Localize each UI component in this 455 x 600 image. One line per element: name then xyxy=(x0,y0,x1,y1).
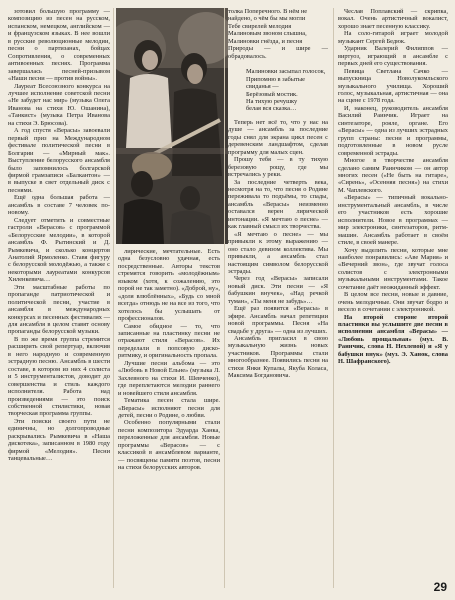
text-column-3 xyxy=(228,8,328,586)
intro-line: Малиновки гнёзда, и песня xyxy=(228,37,303,45)
paragraph: «Верасы» — типичный вокально-инструментальный ансамбль, в числе его участников есть хорошие исполнители. Новое в программах — мир электроники, синтезаторов, ритм-машин. Ансамбль работает в своём стиле, в своей манере. xyxy=(338,194,448,247)
intro-line: Малиновым звоном слышна, xyxy=(228,30,307,38)
poem-line: На тихую речушку xyxy=(246,97,298,105)
intro-line: Природы — и шире — обрадовалось. xyxy=(228,45,328,60)
page-number: 29 xyxy=(433,580,447,594)
paragraph: зотовил большую программу — композицию из песен на русском, испанском, немецком, английском — и французском языках. В нее вошли в русские революционные мелодии, песни о партизанах, бойцах Сопротивления, о современных антивоенных песнях. Программа завершалась песней-призывом «Наши песни — против войны». xyxy=(8,8,110,83)
poem-line: свиданья — xyxy=(246,83,279,91)
band-photo xyxy=(116,8,228,244)
paragraph: Тематика песен стала шире. «Верасы» исполняют песни для детей, песни о Родине, о любви. xyxy=(118,397,220,419)
poem-block xyxy=(246,68,328,113)
paragraph: Многое в творчестве ансамбля сделано самим Раинчиком — он автор многих песен («Не быть на гитаре», «Сирень», «Осенняя песня») на стихи М. Чаплевского. xyxy=(338,157,448,194)
paragraph: Ударник Валерий Филиппов — виртуоз, играющий в ансамбле с первых дней его существования. xyxy=(338,45,448,68)
paragraph: В целом все песни, новые и давние, очень мелодичные. Они звучат бодро и весело в сочетании с электроникой. xyxy=(338,291,448,314)
paragraph: Чеслав Поплавский — скрипка, вокал. Очень артистичный вокалист, хорошо знает песенную классику. xyxy=(338,8,448,30)
poem-line: Припомню в забытые xyxy=(246,75,306,83)
paragraph: лирические, мечтательные. Есть одна безусловно удачная, есть посредственные. Авторы текстов стремятся говорить «молодёжным» языком (хотя, к сожалению, это порой не так заметно). «Доброй, ну», «доля влюблённых», «Будь со мной всегда» отнюдь не на все из того, что хотелось бы услышать от профессионалов. xyxy=(118,248,220,323)
intro-line: толка Поперечного. В нём не xyxy=(228,8,308,15)
paragraph: Прошу тебя — в ту тихую березовую рощу, где мы встречались у реки. xyxy=(228,156,328,179)
photo-image xyxy=(116,8,228,244)
paragraph: Через год «Верасы» записали новый диск. Эти песни — «Я бабушкин внучек», «Над речкой туман», «Ты меня не забудь»… xyxy=(228,275,328,305)
paragraph: Хочу выделить песни, которые мне наиболее понравились: «Аве Мария» и «Вечерний звон», где звучат голоса солистов с электронными музыкальными инструментами. Такое сочетание даёт неожиданный эффект. xyxy=(338,246,448,291)
column-divider xyxy=(333,8,334,588)
intro-line: Тебе свирелей мелодия xyxy=(228,22,292,30)
paragraph: Самое обидное — то, что записанные на пластинку песни не отражают стиля «Верасов». Их переделали в попсовую диско-ритмику, и оригинальность пропала. xyxy=(118,322,220,360)
paragraph: На второй стороне второй пластинки вы услышите две песни в исполнении ансамбля «Верасы» — «Любовь прощальная» (муз. В. Раинчик, слова Н. Нехлевой) и «Я у бабушки внук» (муз. Э. Ханок, слова Н. Шафранского). xyxy=(338,313,448,366)
paragraph: Следует отметить и совместные гастроли «Верасов» с программой «Белорусские мелодии», в которой ансамбль Ф. Рытинский и Д. Рымкевича, и сколько концертов Анатолий Ярмоленко. Ставя фигуру с белорусской молодёжью, а также с некоторыми лауреатами конкурсов Хиленкевича… xyxy=(8,216,110,284)
paragraph: Ансамбль пригласил в свою музыкальную жизнь новых участников. Программы стали многообразнее. Появились песни на стихи Янки Купалы, Якуба Коласа, Максима Богдановича. xyxy=(228,335,328,380)
column-3-intro xyxy=(228,8,328,60)
poem-line: Малиновки засыпал голосок, xyxy=(246,68,326,76)
paragraph: В по же время группа стремится расширить свой репертуар, включив в него народную и современную эстрадную песню. Ансамбль в шести составе, в котором из них 4 солиста и 5 инструменталистов, доводит до совершенства и стиль каждого исполнителя. Работа над произведениями — это поиск собственной стилистики, новая творческая программа группы. xyxy=(8,335,110,418)
text-column-1 xyxy=(8,8,110,588)
paragraph: Теперь нет всё то, что у нас на душе — ансамбль за последние годы снял для экрана цикл песен с деревенским ландшафтом, сделав программу для малых сцен. xyxy=(228,118,328,156)
poem-line: Берёзовый мостик. xyxy=(246,90,298,98)
paragraph: За последние четверть века, несмотря на то, что песня о Родине переживала то подъёмы, то спады, ансамбль «Верасы» неизменно оставался верен лирической интонации. «Я мечтаю о песне» — как главный смысл их творчества. xyxy=(228,178,328,231)
intro-line: найдено, о чём бы мы могли xyxy=(228,15,306,23)
magazine-page xyxy=(8,8,449,594)
paragraph: Особенно популярными стали песни композитора Эдуарда Ханка, переложенные для ансамбля. Новые программы «Верасов» — с классикой в ансамблевом варианте, — посвящены памяти поэтов, песни на стихи белорусских авторов. xyxy=(118,419,220,472)
paragraph: Эти масштабные работы по пропаганде патриотической и политической песни, участие в ансамбля в международных конкурсах и песенных фестивалях — для ансамбля в целом ставят основу пропаганды белорусской музыки. xyxy=(8,283,110,336)
paragraph: Ещё одна большая работа — ансамбль в составе 7 человек по-новому. xyxy=(8,194,110,217)
poem-line: белая вся сказка… xyxy=(246,105,297,113)
paragraph: Эти поиски своего пути не единичны, но долгопроводные раскрывались Рымкевича в «Наша дискотека», записанном в 1980 году фирмой «Мелодия». Песни танцевальные… xyxy=(8,417,110,463)
column-divider xyxy=(224,8,225,588)
text-column-4 xyxy=(338,8,448,586)
paragraph: И, наконец, руководитель ансамбля Василий Раинчик. Играет на синтезаторе, рояле, органе. Его «Верасы» — одна из лучших эстрадных групп страны: песни и программы, подготовленные в новом русле современной эстрады. xyxy=(338,104,448,157)
paragraph: Ещё раз появится «Верасы» в эфире. Ансамбль начал репетиции новой программы. Песня «На свадьбе у друга» — одна из лучших. xyxy=(228,305,328,335)
paragraph: «Я мечтаю о песне» — мы привыкли к этому выражению — оно стало девизом коллектива. Мы привыкли, а ансамбль стал настоящим символом белорусской эстрады. xyxy=(228,230,328,275)
column-divider xyxy=(113,8,114,588)
paragraph: А год спустя «Верасы» завоевали первый приз на Международном фестивале политической песни в Болгарии — «Мирный мак». Выступление белорусского ансамбля было запомнилось болгарской фирмой грамзаписи «Балкантон» — в выпуске в свет отдельный диск с песнями. xyxy=(8,127,110,194)
text-column-2 xyxy=(118,248,220,586)
paragraph: Лучшие песни альбома — это «Любовь в Новой Ельне» (музыка Л. Захлевного на стихи И. Шевченко), где переплетаются мелодии раннего и новейшего стиля ансамбля. xyxy=(118,359,220,397)
paragraph: На соло-гитарой играет молодой музыкант Сергей Бедюк. xyxy=(338,30,448,45)
column-3-body xyxy=(228,119,328,380)
paragraph: Лауреат Всесоюзного конкурса на лучшее исполнение советской песни «Не забудет нас мир» (музыка Олега Иванова на стихи Ю. Ошанина), «Танкист» (музыка Петра Ивановa на стихи Э. Брюсова). xyxy=(8,82,110,127)
paragraph: Певица Светлана Сачко — выпускница Новолукомльского музыкального училища. Хороший голос, музыкальная, артистичная — она на сцене с 1978 года. xyxy=(338,67,448,105)
